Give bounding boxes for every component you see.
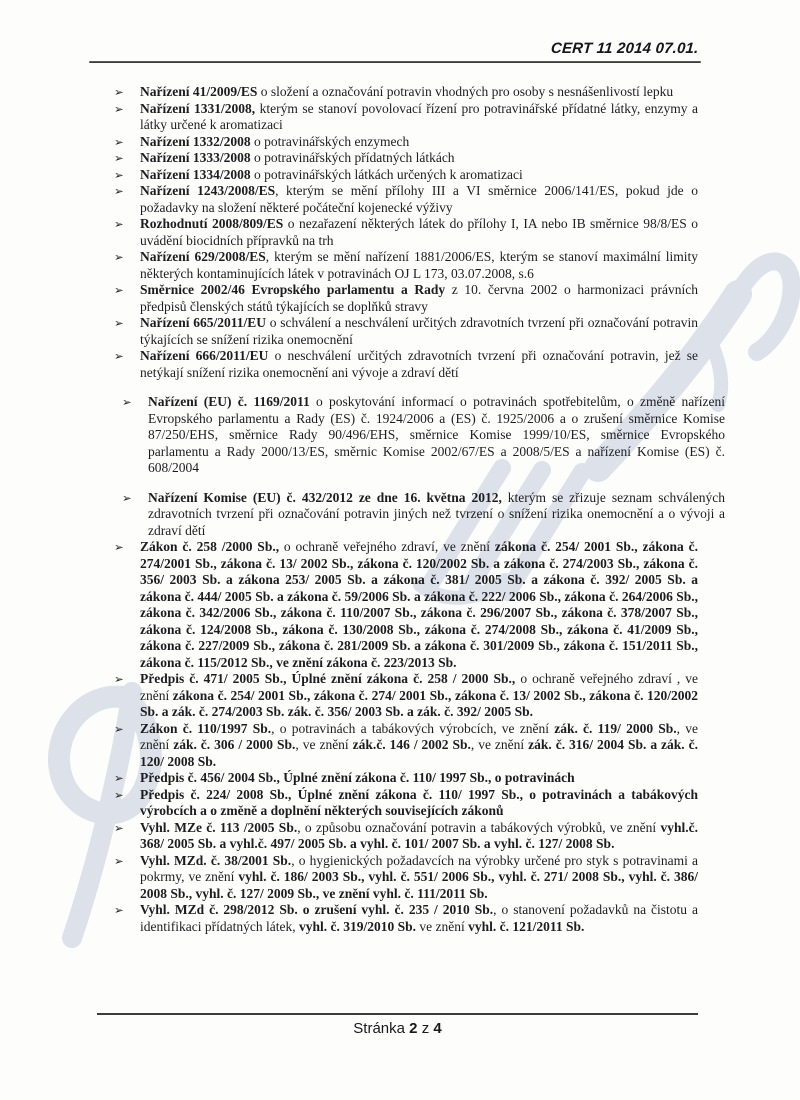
regulation-item	[113, 770, 698, 787]
header-document-code: CERT 11 2014 07.01.	[550, 40, 700, 57]
regulation-text: ve znění	[415, 918, 469, 934]
arrow-bullet-icon: ➢	[114, 771, 124, 785]
regulation-item	[113, 167, 698, 184]
footer-rule	[97, 1013, 698, 1015]
arrow-bullet-icon: ➢	[114, 540, 124, 554]
regulation-text: o ochraně veřejného zdraví , ve znění	[140, 671, 698, 703]
arrow-bullet-icon: ➢	[114, 787, 124, 802]
regulation-ref: Nařízení 665/2011/EU	[140, 315, 267, 330]
regulation-ref: Předpis č. 224/ 2008 Sb., Úplné znění zákona č. 110/ 1997 Sb., o potravinách a tabákových výrobcích a o změně a doplnění některých souvisejících zákonů	[140, 786, 698, 818]
regulation-item	[113, 84, 698, 101]
regulation-ref: Rozhodnutí 2008/809/ES	[140, 216, 284, 231]
regulation-item	[121, 490, 725, 540]
regulation-item	[121, 394, 725, 477]
arrow-bullet-icon: ➢	[114, 903, 124, 917]
arrow-bullet-icon: ➢	[114, 151, 124, 165]
regulation-ref: Nařízení 1331/2008,	[140, 100, 256, 116]
regulation-ref: Nařízení Komise (EU) č. 432/2012 ze dne 16. května 2012,	[148, 489, 502, 505]
regulation-text: o poskytování informací o potravinách spotřebitelům, o změně nařízení Evropského parlamentu a Rady (ES) č. 1924/2006 a (ES) č. 1925/2006 a o zrušení směrnice Komise 87/250/EHS, směrnice Rady 90/496/EHS, směrnice Komise 1999/10/ES, směrnice Evropského parlamentu a Rady 2000/13/ES, směrnic Komise 2002/67/ES a 2008/5/ES a nařízení Komise (ES) č. 608/2004	[148, 394, 725, 475]
regulation-item	[113, 721, 698, 771]
regulation-item	[113, 348, 698, 381]
regulation-list	[113, 84, 725, 935]
regulation-text: , kterým se mění přílohy III a VI směrnice 2006/141/ES, pokud jde o požadavky na složení některé počáteční kojenecké výživy	[140, 183, 699, 215]
regulation-text: , o způsobu označování potravin a tabákových výrobků, ve znění	[297, 819, 661, 835]
regulation-ref: zák.č. 146 / 2002 Sb.	[352, 737, 471, 752]
regulation-item	[113, 671, 698, 721]
regulation-item	[113, 853, 698, 903]
regulation-item	[113, 216, 698, 249]
regulation-ref: Vyhl. MZd č. 298/2012 Sb. o zrušení vyhl. č. 235 / 2010 Sb.	[140, 902, 494, 917]
regulation-item	[113, 282, 698, 315]
regulation-text: kterým se zřizuje seznam schválených zdravotních tvrzení při označování potravin jiných než tvrzení o snížení rizika onemocnění a o vývoji a zdraví dětí	[148, 489, 725, 538]
regulation-ref: Vyhl. MZd. č. 38/2001 Sb.	[140, 852, 292, 868]
arrow-bullet-icon: ➢	[114, 721, 124, 736]
arrow-bullet-icon: ➢	[114, 85, 124, 99]
regulation-text: , o hygienických požadavcích na výrobky určené pro styk s potravinami a pokrmy, ve znění	[140, 852, 698, 884]
arrow-bullet-icon: ➢	[114, 283, 124, 297]
regulation-item	[113, 315, 698, 348]
regulation-text: o schválení a neschválení určitých zdravotních tvrzení při označování potravin týkajících se snížení rizika onemocnění	[140, 315, 698, 347]
regulation-ref: Nařízení 666/2011/EU	[140, 348, 269, 363]
arrow-bullet-icon: ➢	[114, 820, 124, 835]
arrow-bullet-icon: ➢	[114, 167, 124, 182]
regulation-item	[113, 902, 698, 935]
page-number-total: 4	[433, 1020, 442, 1037]
page-number	[97, 1020, 698, 1037]
arrow-bullet-icon: ➢	[114, 134, 124, 149]
regulation-ref: Nařízení (EU) č. 1169/2011	[148, 394, 310, 409]
arrow-bullet-icon: ➢	[114, 184, 124, 198]
regulation-text: o složení a označování potravin vhodných pro osoby s nesnášenlivostí lepku	[257, 84, 674, 99]
regulation-ref: Nařízení 1243/2008/ES	[140, 183, 276, 198]
regulation-item	[113, 249, 698, 282]
arrow-bullet-icon: ➢	[114, 250, 124, 264]
regulation-ref: vyhl. č. 319/2010 Sb.	[298, 918, 416, 934]
regulation-ref: Zákon č. 258 /2000 Sb.,	[140, 539, 280, 554]
arrow-bullet-icon: ➢	[114, 349, 124, 363]
regulation-ref: Směrnice 2002/46 Evropského parlamentu a Rady	[140, 282, 446, 297]
regulation-ref: Nařízení 1334/2008	[140, 166, 251, 182]
regulation-ref: Zákon č. 110/1997 Sb.	[140, 720, 272, 736]
page-number-of: z	[421, 1020, 430, 1037]
regulation-item	[113, 150, 698, 167]
regulation-ref: vyhl. č. 121/2011 Sb.	[468, 918, 585, 934]
arrow-bullet-icon: ➢	[114, 101, 124, 116]
regulation-ref: Nařízení 1333/2008	[140, 150, 251, 165]
regulation-text: , kterým se mění nařízení 1881/2006/ES, kterým se stanoví maximální limity některých kontaminujících látek v potravinách OJ L 173, 03.07.2008, s.6	[140, 249, 698, 281]
regulation-text: kterým se stanoví povolovací řízení pro potravinářské přídatné látky, enzymy a látky určené k aromatizaci	[140, 100, 698, 132]
regulation-ref: vyhl.č. 368/ 2005 Sb. a vyhl.č. 497/ 2005 Sb. a vyhl. č. 101/ 2007 Sb. a vyhl. č. 127/ 2008 Sb.	[140, 819, 698, 851]
regulation-text: o potravinářských látkách určených k aromatizaci	[250, 166, 523, 182]
regulation-ref: Nařízení 1332/2008	[140, 133, 251, 149]
regulation-text: , ve znění	[470, 737, 529, 752]
regulation-ref: Předpis č. 471/ 2005 Sb., Úplné znění zákona č. 258 / 2000 Sb.,	[140, 671, 516, 686]
arrow-bullet-icon: ➢	[114, 672, 124, 686]
header-rule	[89, 61, 701, 63]
regulation-ref: zák. č. 316/ 2004 Sb. a zák. č. 120/ 2008 Sb.	[140, 737, 698, 769]
regulation-item	[113, 539, 698, 671]
page-number-label: Stránka	[353, 1020, 405, 1037]
arrow-bullet-icon: ➢	[122, 395, 132, 409]
regulation-ref: vyhl. č. 186/ 2003 Sb., vyhl. č. 551/ 2006 Sb., vyhl. č. 271/ 2008 Sb., vyhl. č. 386/ 2008 Sb., vyhl. č. 127/ 2009 Sb., ve znění vyhl. č. 111/2011 Sb.	[140, 869, 698, 901]
regulation-ref: zák. č. 119/ 2000 Sb.	[554, 720, 677, 736]
regulation-item	[113, 183, 698, 216]
regulation-text: z 10. června 2002 o harmonizaci právních předpisů členských států týkajících se doplňků stravy	[140, 282, 698, 314]
regulation-text: o potravinářských enzymech	[250, 133, 410, 149]
regulation-item	[113, 101, 698, 134]
regulation-text: , o potravinách a tabákových výrobcích, ve znění	[271, 720, 555, 736]
regulation-ref: Nařízení 41/2009/ES	[140, 84, 258, 99]
regulation-text: o ochraně veřejného zdraví, ve znění	[279, 539, 495, 554]
arrow-bullet-icon: ➢	[114, 853, 124, 868]
regulation-item	[113, 820, 698, 853]
regulation-text: o neschválení určitých zdravotních tvrzení při označování potravin, jež se netýkají snížení rizika onemocnění ani vývoje a zdraví dětí	[140, 348, 699, 380]
arrow-bullet-icon: ➢	[114, 217, 124, 231]
regulation-text: , ve znění	[140, 720, 698, 752]
arrow-bullet-icon: ➢	[114, 316, 124, 330]
regulation-text: o potravinářských přídatných látkách	[250, 150, 455, 165]
regulation-text: , o stanovení požadavků na čistotu a identifikaci přídatných látek,	[140, 902, 699, 934]
regulation-item	[113, 134, 698, 151]
regulation-ref: Předpis č. 456/ 2004 Sb., Úplné znění zákona č. 110/ 1997 Sb., o potravinách	[140, 770, 575, 785]
regulation-ref: Nařízení 629/2008/ES	[140, 249, 266, 264]
page-number-current: 2	[409, 1020, 418, 1037]
regulation-text: , ve znění	[295, 737, 353, 752]
regulation-ref: zákona č. 254/ 2001 Sb., zákona č. 274/ 2001 Sb., zákona č. 13/ 2002 Sb., zákona č. 120/2002 Sb. a zák. č. 274/2003 Sb. zák. č. 356/ 2003 Sb. a zák. č. 392/ 2005 Sb.	[140, 687, 698, 719]
arrow-bullet-icon: ➢	[122, 490, 132, 505]
regulation-item	[113, 787, 698, 820]
regulation-ref: zák. č. 306 / 2000 Sb.	[173, 737, 296, 752]
regulation-text: o nezařazení některých látek do přílohy I, IA nebo IB směrnice 98/8/ES o uvádění biocidních přípravků na trh	[140, 216, 698, 248]
regulation-ref: zákona č. 254/ 2001 Sb., zákona č. 274/2001 Sb., zákona č. 13/ 2002 Sb., zákona č. 120/2002 Sb. a zákona č. 274/2003 Sb., zákona č. 356/ 2003 Sb. a zákona 253/ 2005 Sb. a zákona č. 381/ 2005 Sb. a zákona č. 392/ 2005 Sb. a zákona č. 444/ 2005 Sb. a zákona č. 59/2006 Sb. a zákona č. 222/ 2006 Sb., zákona č. 264/2006 Sb., zákona č. 342/2006 Sb., zákona č. 110/2007 Sb., zákona č. 296/2007 Sb., zákona č. 378/2007 Sb., zákona č. 124/2008 Sb., zákona č. 130/2008 Sb., zákona č. 274/2008 Sb., zákona č. 41/2009 Sb., zákona č. 227/2009 Sb., zákona č. 281/2009 Sb. a zákona č. 301/2009 Sb., zákona č. 151/2011 Sb., zákona č. 115/2012 Sb., ve znění zákona č. 223/2013 Sb.	[140, 539, 698, 670]
regulation-ref: Vyhl. MZe č. 113 /2005 Sb.	[140, 819, 298, 835]
